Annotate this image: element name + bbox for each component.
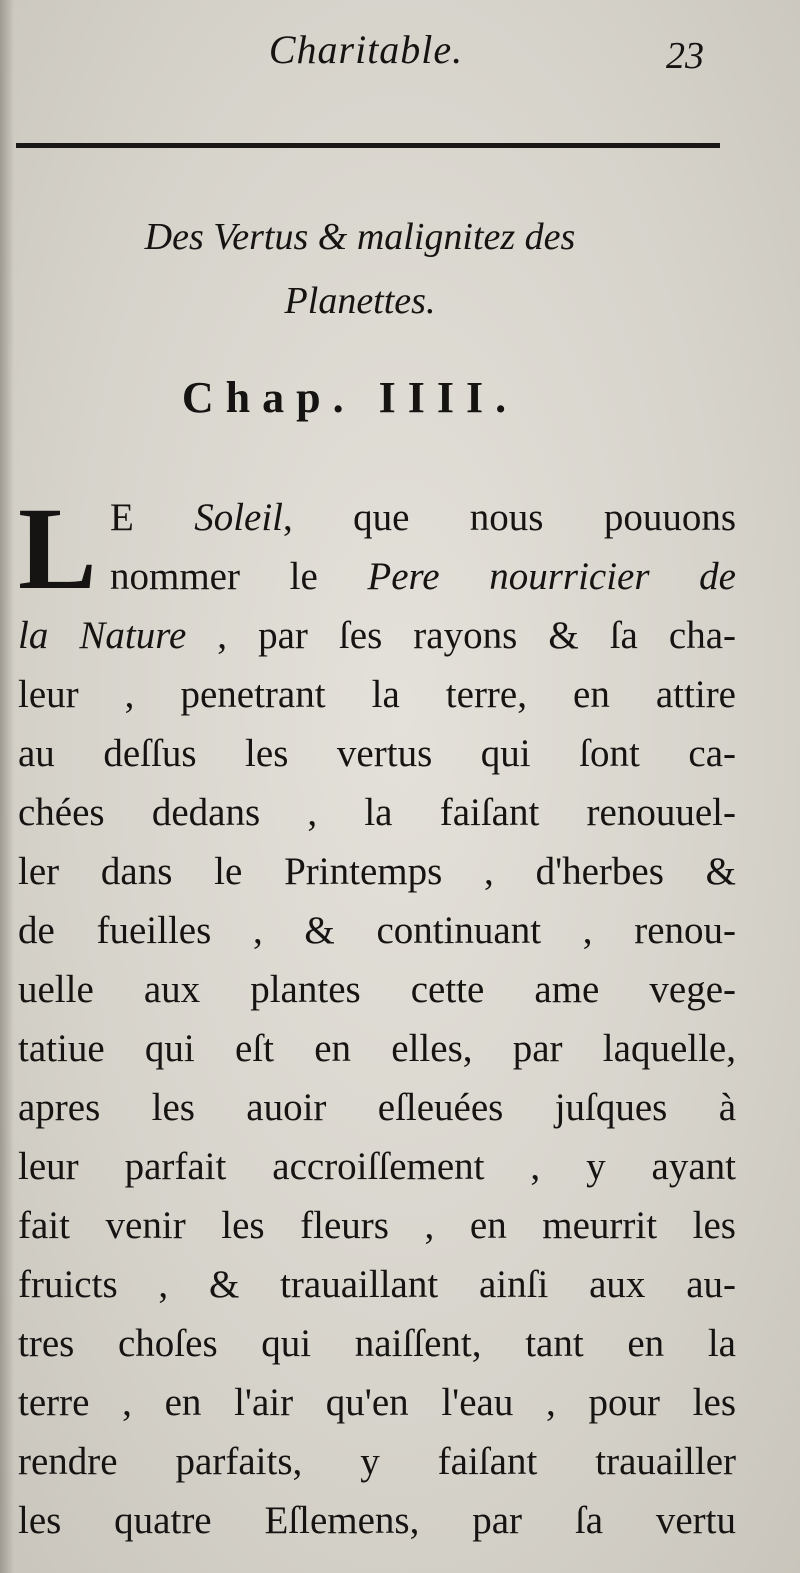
text-segment: E — [110, 496, 195, 539]
text-segment: tres choſes qui naiſſent, tant en la — [18, 1322, 736, 1365]
chapter-number: Chap. IIII. — [181, 373, 519, 422]
body-text — [18, 483, 736, 1550]
text-segment: chées dedans , la faiſant renouuel- — [18, 791, 736, 834]
chapter-heading-line-1: Des Vertus & malignitez des — [144, 216, 576, 258]
text-segment: nommer le — [110, 555, 368, 598]
italic-segment: la Nature — [18, 614, 187, 657]
text-segment: ler dans le Printemps , d'herbes & — [18, 850, 736, 893]
text-segment: leur , penetrant la terre, en attire — [18, 673, 736, 716]
text-segment: de fueilles , & continuant , renou- — [18, 909, 736, 952]
text-line — [18, 1373, 736, 1432]
text-segment: fait venir les fleurs , en meurrit les — [18, 1204, 736, 1247]
text-line — [18, 901, 736, 960]
text-segment: uelle aux plantes cette ame vege- — [18, 968, 736, 1011]
text-line — [18, 547, 736, 606]
text-line — [18, 724, 736, 783]
text-segment: les quatre Eſlemens, par ſa vertu — [18, 1499, 736, 1542]
page-gutter-shadow — [0, 0, 14, 1573]
text-line — [18, 1196, 736, 1255]
text-segment: , que nous pouuons — [283, 496, 736, 539]
text-line — [18, 1432, 736, 1491]
text-line — [18, 1491, 736, 1550]
text-line — [18, 606, 736, 665]
text-segment: apres les auoir eſleuées juſques à — [18, 1086, 736, 1129]
text-line — [18, 783, 736, 842]
page-number: 23 — [666, 35, 704, 77]
text-line — [18, 1019, 736, 1078]
header-rule — [16, 143, 720, 148]
running-head — [16, 22, 716, 92]
text-line — [18, 1314, 736, 1373]
italic-segment: Pere nourricier de — [367, 555, 736, 598]
text-line — [18, 488, 736, 547]
text-line — [18, 665, 736, 724]
chapter-heading — [20, 205, 700, 333]
text-line — [18, 1255, 736, 1314]
text-segment: terre , en l'air qu'en l'eau , pour les — [18, 1381, 736, 1424]
text-line — [18, 842, 736, 901]
text-line — [18, 1137, 736, 1196]
text-segment: fruicts , & trauaillant ainſi aux au- — [18, 1263, 736, 1306]
running-title: Charitable. — [268, 27, 464, 72]
text-segment: , par ſes rayons & ſa cha- — [186, 614, 736, 657]
text-segment: au deſſus les vertus qui ſont ca- — [18, 732, 736, 775]
text-segment: rendre parfaits, y faiſant trauailler — [18, 1440, 736, 1483]
drop-cap: L — [18, 483, 97, 614]
text-line — [18, 960, 736, 1019]
text-segment: tatiue qui eſt en elles, par laquelle, — [18, 1027, 736, 1070]
text-line — [18, 1078, 736, 1137]
chapter-heading-line-2: Planettes. — [284, 280, 436, 322]
italic-segment: Soleil — [194, 496, 284, 539]
text-segment: leur parfait accroiſſement , y ayant — [18, 1145, 736, 1188]
